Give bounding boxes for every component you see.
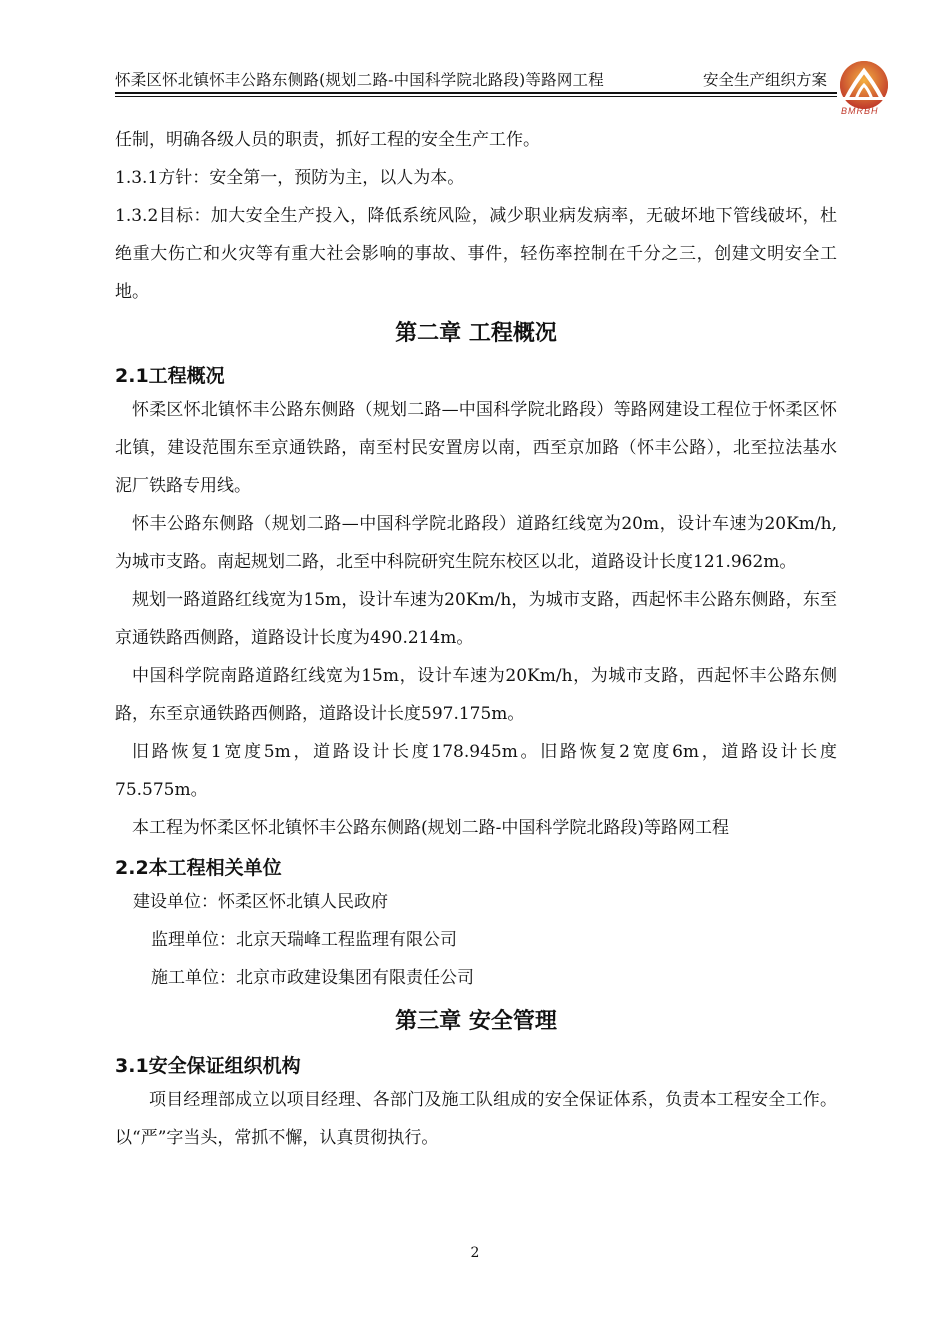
intro-paragraph-3: 1.3.2目标：加大安全生产投入，降低系统风险，减少职业病发病率，无破坏地下管线破坏，杜绝重大伤亡和火灾等有重大社会影响的事故、事件，轻伤率控制在千分之三，创建文明安全工地。 [115, 206, 837, 302]
section-2-1-paragraph-6: 本工程为怀柔区怀北镇怀丰公路东侧路(规划二路-中国科学院北路段)等路网工程 [132, 818, 730, 838]
header-doc-title: 安全生产组织方案 [702, 71, 827, 89]
page-number: 2 [470, 1245, 480, 1261]
chapter-2-title: 第二章 工程概况 [395, 321, 557, 346]
header-rule-thin [115, 96, 837, 97]
logo-text: BMRBH [841, 106, 879, 116]
construction-unit-line: 建设单位：怀柔区怀北镇人民政府 [133, 892, 388, 912]
section-2-1-paragraph-4: 中国科学院南路道路红线宽为15m，设计车速为20Km/h，为城市支路，西起怀丰公路东侧路，东至京通铁路西侧路，道路设计长度597.175m。 [115, 666, 837, 724]
contractor-unit-line: 施工单位：北京市政建设集团有限责任公司 [151, 968, 474, 988]
section-2-1-paragraph-1: 怀柔区怀北镇怀丰公路东侧路（规划二路—中国科学院北路段）等路网建设工程位于怀柔区怀北镇，建设范围东至京通铁路，南至村民安置房以南，西至京加路（怀丰公路），北至拉法基水泥厂铁路专用线。 [115, 400, 837, 496]
section-2-1-paragraph-2: 怀丰公路东侧路（规划二路—中国科学院北路段）道路红线宽为20m，设计车速为20Km/h,为城市支路。南起规划二路，北至中科院研究生院东校区以北，道路设计长度121.962m。 [115, 514, 837, 572]
intro-paragraph-1: 任制，明确各级人员的职责，抓好工程的安全生产工作。 [115, 130, 540, 150]
chapter-3-title: 第三章 安全管理 [395, 1009, 557, 1034]
header-rule [115, 92, 837, 94]
header-project-title: 怀柔区怀北镇怀丰公路东侧路(规划二路-中国科学院北路段)等路网工程 [115, 71, 604, 89]
section-2-1-paragraph-3: 规划一路道路红线宽为15m，设计车速为20Km/h，为城市支路，西起怀丰公路东侧路，东至京通铁路西侧路，道路设计长度为490.214m。 [115, 590, 837, 648]
section-2-2-title: 2.2本工程相关单位 [115, 857, 282, 879]
section-3-1-paragraph-1: 项目经理部成立以项目经理、各部门及施工队组成的安全保证体系，负责本工程安全工作。以“严”字当头，常抓不懈，认真贯彻执行。 [115, 1090, 837, 1148]
page-body [115, 121, 837, 1157]
supervision-unit-line: 监理单位：北京天瑞峰工程监理有限公司 [151, 930, 457, 950]
intro-paragraph-2: 1.3.1方针：安全第一，预防为主，以人为本。 [115, 168, 465, 188]
section-3-1-title: 3.1安全保证组织机构 [115, 1055, 301, 1077]
section-2-1-paragraph-5: 旧路恢复1宽度5m，道路设计长度178.945m。旧路恢复2宽度6m，道路设计长度75.575m。 [115, 742, 837, 800]
page-header [115, 68, 835, 92]
section-2-1-title: 2.1工程概况 [115, 365, 225, 387]
